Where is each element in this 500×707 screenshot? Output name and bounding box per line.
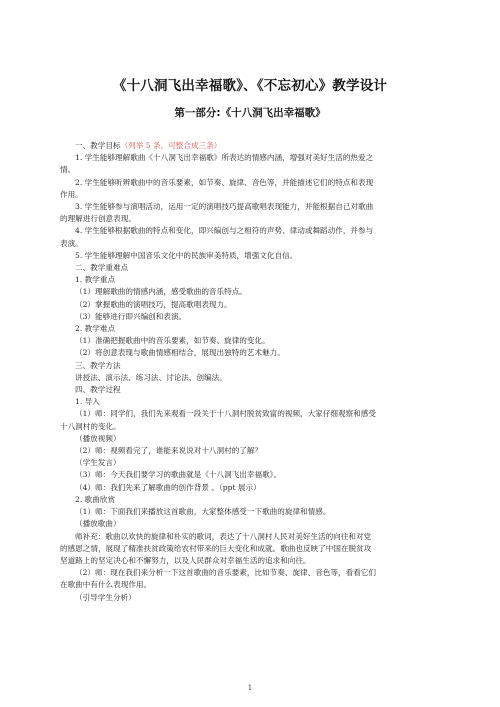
paragraph-line: （1）师：下面我们来播放这首歌曲，大家整体感受一下歌曲的旋律和情感。 — [75, 507, 331, 517]
paragraph-line: 情。 — [60, 165, 76, 175]
section-heading-process: 四、教学过程 — [75, 385, 121, 395]
paragraph-line: 1. 学生能够理解歌曲《十八洞飞出幸福歌》所表达的情感内涵，增强对美好生活的热爱之 — [75, 153, 374, 163]
stage-direction: （播放歌曲） — [75, 519, 121, 529]
paragraph-line: 十八洞村的变化。 — [60, 421, 121, 431]
paragraph-line: 坚道路上的坚定决心和不懈努力，以及人民群众对幸福生活的追求和向往。 — [60, 555, 311, 565]
paragraph-line: 的理解进行创意表现。 — [60, 214, 136, 224]
document-body — [60, 140, 442, 604]
paragraph-line: （4）师：我们先来了解歌曲的创作背景 。（ppt 展示） — [75, 482, 261, 492]
list-item: （2）将创意表现与歌曲情感相结合，展现出独特的艺术魅力。 — [75, 348, 285, 358]
paragraph-line: 表演。 — [60, 238, 83, 248]
list-item: （3）能够进行即兴编创和表演。 — [75, 311, 187, 321]
paragraph-line: 师补充：歌曲以欢快的旋律和朴实的歌词，表达了十八洞村人民对美好生活的向往和对党 — [75, 531, 372, 541]
list-item: （2）掌握歌曲的演唱技巧，提高歌唱表现力。 — [75, 299, 232, 309]
stage-direction: （学生发言） — [75, 458, 121, 468]
stage-direction: （播放视频） — [75, 433, 121, 443]
subheading: 2. 歌曲欣赏 — [75, 494, 116, 504]
paragraph-line: 5. 学生能够理解中国音乐文化中的民族审美特质，增强文化自信。 — [75, 250, 298, 260]
subheading: 2. 教学难点 — [75, 324, 116, 334]
document-title: 《十八洞飞出幸福歌》、《不忘初心》教学设计 — [112, 78, 388, 94]
paragraph-line: 讲授法、演示法、练习法、讨论法、创编法。 — [75, 372, 227, 382]
section-heading-objectives: 一、教学目标（列举 5 条，可整合成三条） — [75, 141, 222, 150]
paragraph-line: （2）师：视频看完了，谁能来说说对十八洞村的了解？ — [75, 446, 263, 456]
section-heading-methods: 三、教学方法 — [75, 360, 121, 370]
section-heading-key-points: 二、教学重难点 — [75, 263, 129, 273]
paragraph-line: 在歌曲中有什么表现作用。 — [60, 580, 152, 590]
paragraph-line: （1）师：同学们，我们先来观看一段关于十八洞村脱贫致富的视频，大家仔细观察和感受 — [75, 409, 376, 419]
paragraph-line: 的感恩之情，展现了精准扶贫政策给农村带来的巨大变化和成就。歌曲也反映了中国在脱贫攻 — [60, 543, 372, 553]
paragraph-line: （2）师：现在我们来分析一下这首歌曲的音乐要素，比如节奏、旋律、音色等，看看它们 — [75, 568, 376, 578]
paragraph-line: 3. 学生能够参与演唱活动，运用一定的演唱技巧提高歌唱表现能力，并能根据自己对歌曲 — [75, 202, 374, 212]
list-item: （1）准确把握歌曲中的音乐要素，如节奏、旋律的变化。 — [75, 336, 270, 346]
paragraph-line: （3）师：今天我们要学习的歌曲就是《十八洞飞出幸福歌》。 — [75, 470, 282, 480]
paragraph-line: 4. 学生能够根据歌曲的特点和变化，即兴编创与之相符的声势、律动或舞蹈动作，并参与 — [75, 226, 374, 236]
annotation-note: （列举 5 条，可整合成三条） — [120, 141, 222, 150]
page-number: 1 — [247, 684, 253, 692]
stage-direction: （引导学生分析） — [75, 592, 136, 602]
paragraph-line: 2. 学生能够听辨歌曲中的音乐要素，如节奏、旋律、音色等，并能描述它们的特点和表现 — [75, 177, 374, 187]
subheading: 1. 教学重点 — [75, 275, 116, 285]
subheading: 1. 导入 — [75, 397, 100, 407]
document-subtitle: 第一部分:《十八洞飞出幸福歌》 — [174, 107, 326, 119]
paragraph-line: 作用。 — [60, 189, 83, 199]
list-item: （1）理解歌曲的情感内涵，感受歌曲的音乐特点。 — [75, 287, 247, 297]
